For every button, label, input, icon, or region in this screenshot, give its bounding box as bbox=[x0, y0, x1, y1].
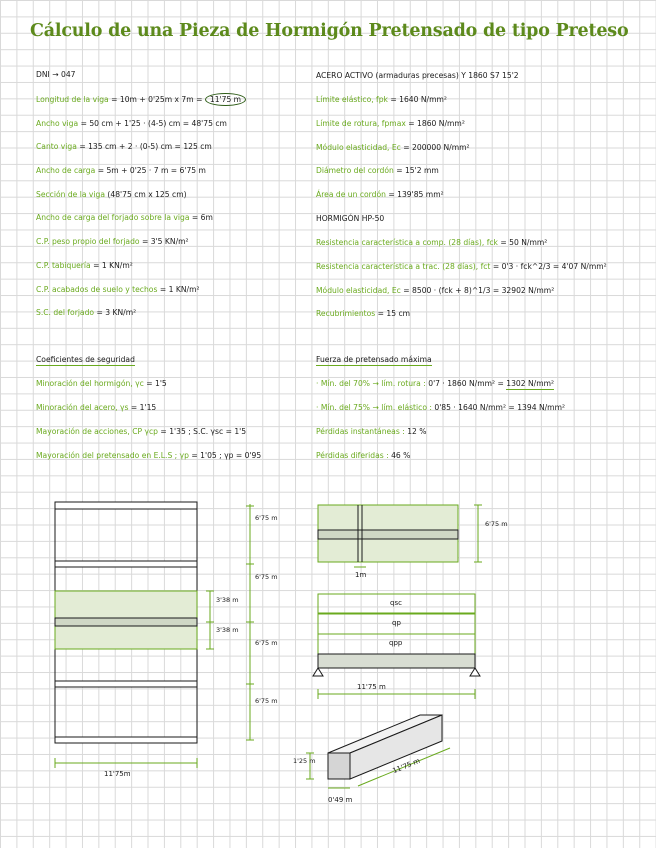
plan-spacing-1: 6'75 m bbox=[255, 514, 278, 522]
load-width: Ancho de carga = 5m + 0'25 · 7 m = 6'75 m bbox=[36, 166, 206, 175]
beam-section: Sección de la viga (48'75 cm x 125 cm) bbox=[36, 190, 187, 199]
prestress-heading: Fuerza de pretensado máxima bbox=[316, 355, 432, 364]
steel-yield: Límite elástico, fpk = 1640 N/mm² bbox=[316, 95, 447, 104]
concrete-modulus: Módulo elasticidad, Ec = 8500 · (fck + 8)^1/3 = 32902 N/mm² bbox=[316, 286, 555, 295]
page-title: Cálculo de una Pieza de Hormigón Pretensado de tipo Preteso bbox=[30, 21, 629, 41]
coef-prestress: Mayoración del pretensado en E.L.S ; γp = 1'05 ; γp = 0'95 bbox=[36, 451, 262, 460]
dni-line: DNI → 047 bbox=[36, 70, 76, 79]
cp-partitions: C.P. tabiquería = 1 KN/m² bbox=[36, 261, 133, 270]
steel-modulus: Módulo elasticidad, Ec = 200000 N/mm² bbox=[316, 143, 470, 152]
cp-finishes: C.P. acabados de suelo y techos = 1 KN/m² bbox=[36, 285, 200, 294]
coef-steel: Minoración del acero, γs = 1'15 bbox=[36, 403, 157, 412]
plan-spacing-4: 6'75 m bbox=[255, 697, 278, 705]
active-steel: ACERO ACTIVO (armaduras precesas) Y 1860 S7 15'2 bbox=[316, 71, 519, 80]
plan-spacing-2: 6'75 m bbox=[255, 573, 278, 581]
beam-depth: Canto viga = 135 cm + 2 · (0-5) cm = 125 cm bbox=[36, 142, 212, 151]
beam-length: Longitud de la viga = 10m + 0'25m x 7m = 11'75 m bbox=[36, 95, 246, 105]
strand-area: Área de un cordón = 139'85 mm² bbox=[316, 190, 444, 199]
iso-width-dim: 0'49 m bbox=[328, 796, 353, 804]
section-view bbox=[318, 505, 482, 567]
prestress-yield: · Mín. del 75% → lím. elástico : 0'85 · 1640 N/mm² = 1394 N/mm² bbox=[316, 403, 566, 412]
beam-width-dim: 1m bbox=[355, 571, 367, 579]
concrete-fct: Resistencia característica a trac. (28 días), fct = 0'3 · fck^2/3 = 4'07 N/mm² bbox=[316, 262, 607, 271]
strip-top-dim: 3'38 m bbox=[216, 596, 239, 604]
plan-width-dim: 11'75m bbox=[104, 770, 131, 778]
deferred-losses: Pérdidas diferidas : 46 % bbox=[316, 451, 411, 460]
coef-heading: Coeficientes de seguridad bbox=[36, 355, 135, 364]
load-qsc: qsc bbox=[390, 599, 402, 607]
span-dim: 11'75 m bbox=[357, 683, 386, 691]
plan-spacing-3: 6'75 m bbox=[255, 639, 278, 647]
load-qp: qp bbox=[392, 619, 401, 627]
concrete-type: HORMIGÓN HP-50 bbox=[316, 214, 385, 223]
iso-length-dim: 11'75 m bbox=[391, 756, 422, 776]
coef-concrete: Minoración del hormigón, γc = 1'5 bbox=[36, 379, 167, 388]
beam-length-result: 11'75 m bbox=[205, 93, 246, 106]
cover: Recubrimientos = 15 cm bbox=[316, 309, 411, 318]
slab-load-width: Ancho de carga del forjado sobre la viga = 6m bbox=[36, 213, 213, 222]
prestress-rupture: · Mín. del 70% → lím. rotura : 0'7 · 1860 N/mm² = 1302 N/mm² bbox=[316, 379, 555, 388]
strand-diameter: Diámetro del cordón = 15'2 mm bbox=[316, 166, 439, 175]
iso-height-dim: 1'25 m bbox=[293, 757, 316, 765]
sc-slab: S.C. del forjado = 3 KN/m² bbox=[36, 308, 137, 317]
isometric-beam bbox=[306, 715, 450, 788]
plan-view bbox=[55, 502, 254, 768]
load-qpp: qpp bbox=[389, 639, 403, 647]
coef-actions: Mayoración de acciones, CP γcp = 1'35 ; S.C. γsc = 1'5 bbox=[36, 427, 247, 436]
strip-bottom-dim: 3'38 m bbox=[216, 626, 239, 634]
cp-self-weight: C.P. peso propio del forjado = 3'5 KN/m² bbox=[36, 237, 189, 246]
beam-width: Ancho viga = 50 cm + 1'25 · (4-5) cm = 48'75 cm bbox=[36, 119, 227, 128]
instant-losses: Pérdidas instantáneas : 12 % bbox=[316, 427, 427, 436]
section-height-dim: 6'75 m bbox=[485, 520, 508, 528]
concrete-fck: Resistencia característica a comp. (28 días), fck = 50 N/mm² bbox=[316, 238, 548, 247]
steel-rupture: Límite de rotura, fpmax = 1860 N/mm² bbox=[316, 119, 465, 128]
